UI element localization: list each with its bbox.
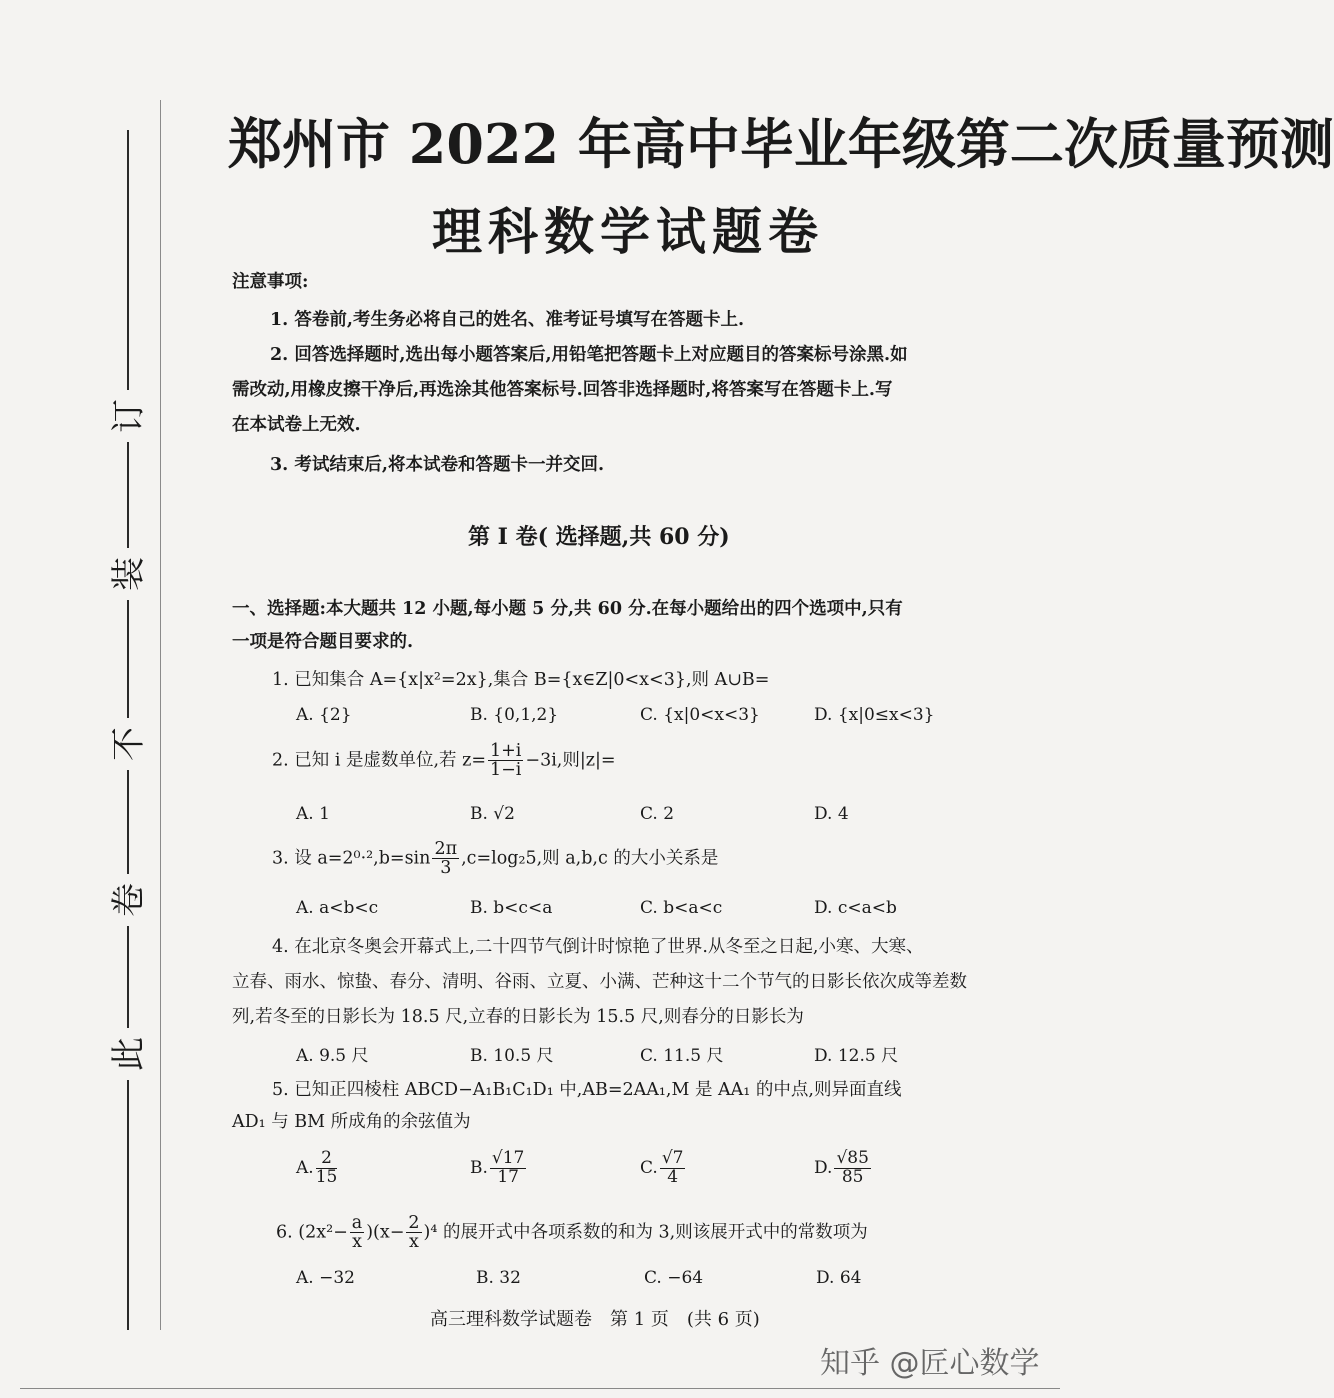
option-label: B. bbox=[470, 1157, 488, 1178]
fraction bbox=[316, 1150, 338, 1187]
option-b: B. 10.5 尺 bbox=[470, 1046, 554, 1066]
fraction bbox=[834, 1150, 870, 1187]
option-b: B. √2 bbox=[470, 804, 515, 824]
section-heading: 第 I 卷( 选择题,共 60 分) bbox=[468, 524, 730, 550]
fraction bbox=[660, 1150, 686, 1187]
notice-item: 2. 回答选择题时,选出每小题答案后,用铅笔把答题卡上对应题目的答案标号涂黑.如 bbox=[270, 345, 908, 365]
fraction-denominator: 4 bbox=[667, 1166, 679, 1187]
fraction-denominator: 15 bbox=[315, 1166, 338, 1187]
option-d: D. c<a<b bbox=[814, 898, 897, 918]
fraction bbox=[490, 1150, 526, 1187]
page-footer: 高三理科数学试题卷 第 1 页 (共 6 页) bbox=[430, 1309, 760, 1330]
question-text: 6. (2x²− bbox=[276, 1222, 348, 1243]
option-c: C. b<a<c bbox=[640, 898, 723, 918]
option-d: D. 12.5 尺 bbox=[814, 1046, 899, 1066]
notice-item: 1. 答卷前,考生务必将自己的姓名、准考证号填写在答题卡上. bbox=[270, 310, 745, 330]
fraction-denominator: 3 bbox=[440, 858, 452, 879]
option-c: C. 2 bbox=[640, 804, 675, 824]
option-c: C. 11.5 尺 bbox=[640, 1046, 724, 1066]
option-label: D. bbox=[814, 1157, 833, 1178]
binding-margin-char: 订 bbox=[103, 390, 155, 442]
question-stem: 列,若冬至的日影长为 18.5 尺,立春的日影长为 15.5 尺,则春分的日影长为 bbox=[232, 1007, 804, 1027]
question-text: 2. 已知 i 是虚数单位,若 z= bbox=[272, 750, 486, 771]
notice-item: 需改动,用橡皮擦干净后,再选涂其他答案标号.回答非选择题时,将答案写在答题卡上.写 bbox=[232, 380, 893, 400]
question-stem: 4. 在北京冬奥会开幕式上,二十四节气倒计时惊艳了世界.从冬至之日起,小寒、大寒、 bbox=[272, 937, 924, 957]
binding-margin-char: 装 bbox=[103, 548, 155, 600]
notice-heading: 注意事项: bbox=[232, 272, 309, 292]
question-stem: AD₁ 与 BM 所成角的余弦值为 bbox=[232, 1112, 471, 1132]
option-b: B. b<c<a bbox=[470, 898, 553, 918]
fraction bbox=[406, 1214, 421, 1252]
question-stem bbox=[276, 1214, 868, 1252]
page-subtitle: 理科数学试题卷 bbox=[432, 202, 824, 261]
question-text: 3. 设 a=2⁰·²,b=sin bbox=[272, 848, 431, 869]
fraction bbox=[432, 840, 459, 878]
binding-margin-char: 卷 bbox=[103, 874, 155, 926]
option-d: D. 4 bbox=[814, 804, 849, 824]
option-label: A. bbox=[296, 1157, 314, 1178]
option-c bbox=[640, 1150, 687, 1187]
option-a: A. a<b<c bbox=[296, 898, 379, 918]
binding-margin-char: 不 bbox=[103, 718, 155, 770]
fraction-denominator: 1−i bbox=[490, 760, 522, 781]
watermark: 知乎 @匠心数学 bbox=[820, 1346, 1040, 1381]
option-d bbox=[814, 1150, 873, 1187]
option-d: D. 64 bbox=[816, 1268, 862, 1288]
fraction-numerator: √7 bbox=[661, 1148, 684, 1168]
option-a: A. 1 bbox=[296, 804, 330, 824]
fraction-numerator: 1+i bbox=[490, 741, 522, 761]
fraction-denominator: x bbox=[352, 1232, 362, 1253]
instructions-text: 一、选择题:本大题共 12 小题,每小题 5 分,共 60 分.在每小题给出的四个选项中,只有 bbox=[232, 599, 903, 619]
fraction-numerator: 2π bbox=[434, 839, 458, 859]
option-d: D. {x|0≤x<3} bbox=[814, 705, 935, 725]
question-stem bbox=[272, 840, 718, 878]
question-stem: 5. 已知正四棱柱 ABCD−A₁B₁C₁D₁ 中,AB=2AA₁,M 是 AA₁ 的中点,则异面直线 bbox=[272, 1080, 902, 1100]
fraction-numerator: 2 bbox=[316, 1150, 338, 1169]
option-c: C. −64 bbox=[644, 1268, 704, 1288]
question-stem bbox=[272, 742, 616, 780]
fraction-numerator: √85 bbox=[836, 1148, 869, 1168]
question-stem: 1. 已知集合 A={x|x²=2x},集合 B={x∈Z|0<x<3},则 A∪B= bbox=[272, 670, 770, 690]
fraction-denominator: 17 bbox=[497, 1166, 519, 1187]
option-a: A. {2} bbox=[296, 705, 352, 725]
question-stem: 立春、雨水、惊蛰、春分、清明、谷雨、立夏、小满、芒种这十二个节气的日影长依次成等差数 bbox=[232, 972, 967, 992]
option-c: C. {x|0<x<3} bbox=[640, 705, 760, 725]
fraction-numerator: 2 bbox=[408, 1213, 420, 1233]
fraction-denominator: x bbox=[409, 1232, 419, 1253]
option-label: C. bbox=[640, 1157, 658, 1178]
question-text: ,c=log₂5,则 a,b,c 的大小关系是 bbox=[461, 848, 719, 869]
binding-margin-char: 此 bbox=[103, 1028, 155, 1080]
fraction bbox=[488, 742, 523, 780]
question-text: −3i,则|z|= bbox=[525, 750, 616, 771]
option-a bbox=[296, 1150, 339, 1187]
option-b bbox=[470, 1150, 528, 1187]
option-a: A. 9.5 尺 bbox=[296, 1046, 369, 1066]
notice-item: 在本试卷上无效. bbox=[232, 415, 361, 435]
fraction-denominator: 85 bbox=[841, 1166, 864, 1187]
page-bottom-edge bbox=[20, 1388, 1060, 1389]
notice-item: 3. 考试结束后,将本试卷和答题卡一并交回. bbox=[270, 455, 605, 475]
fraction-numerator: √17 bbox=[491, 1148, 525, 1168]
instructions-text: 一项是符合题目要求的. bbox=[232, 632, 414, 652]
fraction-numerator: a bbox=[351, 1213, 363, 1233]
page-title: 郑州市 2022 年高中毕业年级第二次质量预测 bbox=[228, 112, 1334, 176]
fraction bbox=[350, 1214, 364, 1252]
option-a: A. −32 bbox=[296, 1268, 355, 1288]
binding-margin-guide-line bbox=[160, 100, 161, 1330]
option-b: B. {0,1,2} bbox=[470, 705, 559, 725]
question-text: )(x− bbox=[366, 1222, 405, 1243]
question-text: )⁴ 的展开式中各项系数的和为 3,则该展开式中的常数项为 bbox=[423, 1222, 868, 1243]
option-b: B. 32 bbox=[476, 1268, 521, 1288]
